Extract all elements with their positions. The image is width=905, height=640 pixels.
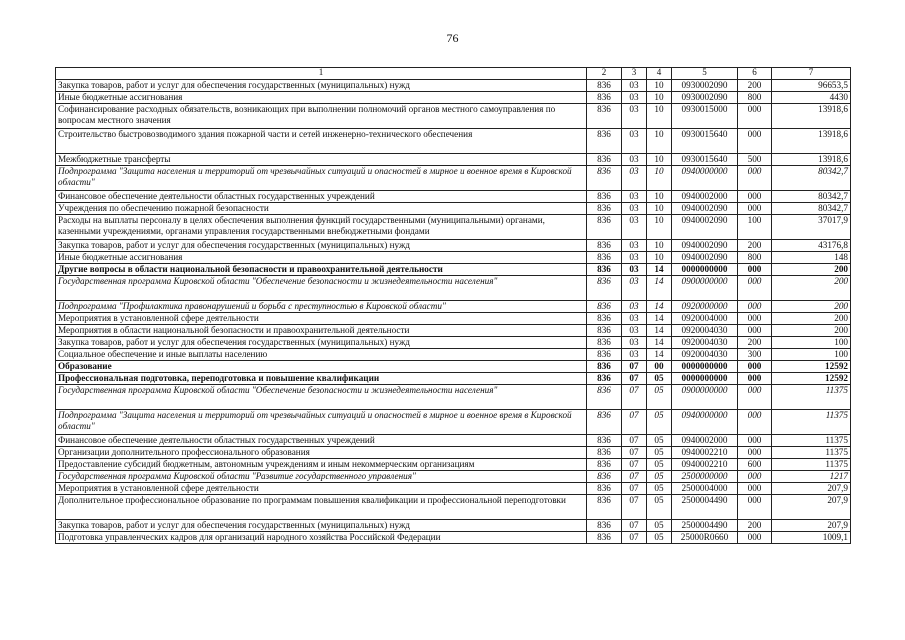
row-name-cell: Иные бюджетные ассигнования xyxy=(56,92,587,104)
table-row xyxy=(56,92,851,104)
expense-type-cell: 200 xyxy=(738,80,772,92)
expense-type-cell: 000 xyxy=(738,483,772,495)
expense-type-cell: 000 xyxy=(738,264,772,276)
ministry-code-cell: 836 xyxy=(587,264,622,276)
amount-cell: 207,9 xyxy=(772,483,851,495)
expense-type-cell: 000 xyxy=(738,325,772,337)
row-name-cell: Мероприятия в установленной сфере деятельности xyxy=(56,313,587,325)
subsection-code-cell: 05 xyxy=(647,520,672,532)
expense-type-cell: 200 xyxy=(738,337,772,349)
column-header: 2 xyxy=(587,68,622,80)
row-name-cell: Закупка товаров, работ и услуг для обеспечения государственных (муниципальных) нужд xyxy=(56,240,587,252)
table-header xyxy=(56,68,851,80)
row-name-cell: Финансовое обеспечение деятельности областных государственных учреждений xyxy=(56,435,587,447)
ministry-code-cell: 836 xyxy=(587,104,622,129)
row-name-cell: Подпрограмма "Защита населения и территорий от чрезвычайных ситуаций и опасностей в мирное и военное время в Кировской области" xyxy=(56,166,587,191)
target-article-cell: 0940002000 xyxy=(672,435,738,447)
section-code-cell: 03 xyxy=(622,154,647,166)
ministry-code-cell: 836 xyxy=(587,471,622,483)
table-row xyxy=(56,203,851,215)
subsection-code-cell: 05 xyxy=(647,495,672,520)
target-article-cell: 0940002090 xyxy=(672,240,738,252)
section-code-cell: 07 xyxy=(622,410,647,435)
expense-type-cell: 800 xyxy=(738,252,772,264)
table-row xyxy=(56,301,851,313)
section-code-cell: 03 xyxy=(622,203,647,215)
ministry-code-cell: 836 xyxy=(587,92,622,104)
subsection-code-cell: 14 xyxy=(647,301,672,313)
target-article-cell: 0940002090 xyxy=(672,203,738,215)
expense-type-cell: 000 xyxy=(738,166,772,191)
target-article-cell: 0900000000 xyxy=(672,385,738,410)
row-name-cell: Профессиональная подготовка, переподготовка и повышение квалификации xyxy=(56,373,587,385)
expense-type-cell: 100 xyxy=(738,215,772,240)
row-name-cell: Другие вопросы в области национальной безопасности и правоохранительной деятельности xyxy=(56,264,587,276)
amount-cell: 1217 xyxy=(772,471,851,483)
subsection-code-cell: 10 xyxy=(647,154,672,166)
target-article-cell: 0000000000 xyxy=(672,264,738,276)
row-name-cell: Подготовка управленческих кадров для организаций народного хозяйства Российской Федерации xyxy=(56,532,587,544)
section-code-cell: 03 xyxy=(622,276,647,301)
expense-type-cell: 000 xyxy=(738,191,772,203)
row-name-cell: Дополнительное профессиональное образование по программам повышения квалификации и профессиональной переподготовки xyxy=(56,495,587,520)
target-article-cell: 0940002210 xyxy=(672,459,738,471)
table-row xyxy=(56,80,851,92)
target-article-cell: 2500000000 xyxy=(672,471,738,483)
expense-type-cell: 300 xyxy=(738,349,772,361)
section-code-cell: 03 xyxy=(622,301,647,313)
ministry-code-cell: 836 xyxy=(587,337,622,349)
subsection-code-cell: 14 xyxy=(647,325,672,337)
ministry-code-cell: 836 xyxy=(587,373,622,385)
expense-type-cell: 000 xyxy=(738,532,772,544)
section-code-cell: 03 xyxy=(622,313,647,325)
target-article-cell: 0920004030 xyxy=(672,349,738,361)
expense-type-cell: 000 xyxy=(738,447,772,459)
amount-cell: 80342,7 xyxy=(772,166,851,191)
expense-type-cell: 000 xyxy=(738,361,772,373)
table-row xyxy=(56,154,851,166)
row-name-cell: Закупка товаров, работ и услуг для обеспечения государственных (муниципальных) нужд xyxy=(56,80,587,92)
subsection-code-cell: 10 xyxy=(647,80,672,92)
table-row xyxy=(56,264,851,276)
subsection-code-cell: 14 xyxy=(647,337,672,349)
amount-cell: 13918,6 xyxy=(772,129,851,154)
target-article-cell: 0920004030 xyxy=(672,325,738,337)
target-article-cell: 0900000000 xyxy=(672,276,738,301)
table-row xyxy=(56,240,851,252)
target-article-cell: 2500004000 xyxy=(672,483,738,495)
amount-cell: 200 xyxy=(772,325,851,337)
row-name-cell: Финансовое обеспечение деятельности областных государственных учреждений xyxy=(56,191,587,203)
row-name-cell: Государственная программа Кировской области "Обеспечение безопасности и жизнедеятельности населения" xyxy=(56,276,587,301)
expense-type-cell: 000 xyxy=(738,129,772,154)
subsection-code-cell: 05 xyxy=(647,471,672,483)
section-code-cell: 07 xyxy=(622,483,647,495)
row-name-cell: Организации дополнительного профессионального образования xyxy=(56,447,587,459)
row-name-cell: Иные бюджетные ассигнования xyxy=(56,252,587,264)
target-article-cell: 0940002090 xyxy=(672,215,738,240)
table-row xyxy=(56,325,851,337)
subsection-code-cell: 05 xyxy=(647,447,672,459)
ministry-code-cell: 836 xyxy=(587,154,622,166)
subsection-code-cell: 14 xyxy=(647,264,672,276)
column-header: 3 xyxy=(622,68,647,80)
expense-type-cell: 000 xyxy=(738,313,772,325)
ministry-code-cell: 836 xyxy=(587,385,622,410)
ministry-code-cell: 836 xyxy=(587,483,622,495)
table-row xyxy=(56,532,851,544)
ministry-code-cell: 836 xyxy=(587,215,622,240)
section-code-cell: 03 xyxy=(622,349,647,361)
amount-cell: 96653,5 xyxy=(772,80,851,92)
ministry-code-cell: 836 xyxy=(587,459,622,471)
row-name-cell: Подпрограмма "Защита населения и территорий от чрезвычайных ситуаций и опасностей в мирное и военное время в Кировской области" xyxy=(56,410,587,435)
ministry-code-cell: 836 xyxy=(587,191,622,203)
target-article-cell: 0940000000 xyxy=(672,166,738,191)
subsection-code-cell: 10 xyxy=(647,92,672,104)
section-code-cell: 03 xyxy=(622,264,647,276)
column-header: 4 xyxy=(647,68,672,80)
ministry-code-cell: 836 xyxy=(587,520,622,532)
row-name-cell: Закупка товаров, работ и услуг для обеспечения государственных (муниципальных) нужд xyxy=(56,520,587,532)
amount-cell: 37017,9 xyxy=(772,215,851,240)
amount-cell: 12592 xyxy=(772,373,851,385)
row-name-cell: Строительство быстровозводимого здания пожарной части и сетей инженерно-технического обеспечения xyxy=(56,129,587,154)
subsection-code-cell: 14 xyxy=(647,276,672,301)
target-article-cell: 25000R0660 xyxy=(672,532,738,544)
expense-type-cell: 200 xyxy=(738,520,772,532)
subsection-code-cell: 14 xyxy=(647,349,672,361)
section-code-cell: 03 xyxy=(622,215,647,240)
section-code-cell: 03 xyxy=(622,104,647,129)
target-article-cell: 0920004030 xyxy=(672,337,738,349)
target-article-cell: 0000000000 xyxy=(672,373,738,385)
table-row xyxy=(56,191,851,203)
target-article-cell: 0940002210 xyxy=(672,447,738,459)
ministry-code-cell: 836 xyxy=(587,325,622,337)
expense-type-cell: 000 xyxy=(738,435,772,447)
table-row xyxy=(56,252,851,264)
ministry-code-cell: 836 xyxy=(587,203,622,215)
target-article-cell: 2500004490 xyxy=(672,495,738,520)
amount-cell: 200 xyxy=(772,301,851,313)
table-row xyxy=(56,313,851,325)
ministry-code-cell: 836 xyxy=(587,301,622,313)
row-name-cell: Межбюджетные трансферты xyxy=(56,154,587,166)
section-code-cell: 07 xyxy=(622,435,647,447)
table-row xyxy=(56,215,851,240)
expense-type-cell: 000 xyxy=(738,385,772,410)
section-code-cell: 03 xyxy=(622,240,647,252)
row-name-cell: Образование xyxy=(56,361,587,373)
subsection-code-cell: 05 xyxy=(647,410,672,435)
subsection-code-cell: 10 xyxy=(647,203,672,215)
target-article-cell: 0930002090 xyxy=(672,92,738,104)
amount-cell: 207,9 xyxy=(772,495,851,520)
table-body xyxy=(56,80,851,544)
amount-cell: 200 xyxy=(772,313,851,325)
expense-type-cell: 000 xyxy=(738,410,772,435)
table-row xyxy=(56,276,851,301)
ministry-code-cell: 836 xyxy=(587,80,622,92)
ministry-code-cell: 836 xyxy=(587,349,622,361)
amount-cell: 11375 xyxy=(772,435,851,447)
target-article-cell: 0920000000 xyxy=(672,301,738,313)
target-article-cell: 0940000000 xyxy=(672,410,738,435)
expense-type-cell: 600 xyxy=(738,459,772,471)
ministry-code-cell: 836 xyxy=(587,129,622,154)
amount-cell: 11375 xyxy=(772,385,851,410)
expense-type-cell: 200 xyxy=(738,240,772,252)
row-name-cell: Закупка товаров, работ и услуг для обеспечения государственных (муниципальных) нужд xyxy=(56,337,587,349)
section-code-cell: 03 xyxy=(622,92,647,104)
section-code-cell: 03 xyxy=(622,166,647,191)
expense-type-cell: 000 xyxy=(738,203,772,215)
ministry-code-cell: 836 xyxy=(587,495,622,520)
ministry-code-cell: 836 xyxy=(587,532,622,544)
section-code-cell: 07 xyxy=(622,459,647,471)
column-number-row xyxy=(56,68,851,80)
table-row xyxy=(56,129,851,154)
subsection-code-cell: 14 xyxy=(647,313,672,325)
row-name-cell: Предоставление субсидий бюджетным, автономным учреждениям и иным некоммерческим организациям xyxy=(56,459,587,471)
ministry-code-cell: 836 xyxy=(587,361,622,373)
target-article-cell: 0000000000 xyxy=(672,361,738,373)
section-code-cell: 07 xyxy=(622,447,647,459)
section-code-cell: 07 xyxy=(622,471,647,483)
subsection-code-cell: 05 xyxy=(647,435,672,447)
section-code-cell: 07 xyxy=(622,495,647,520)
row-name-cell: Софинансирование расходных обязательств, возникающих при выполнении полномочий органов местного самоуправления по вопросам местного значения xyxy=(56,104,587,129)
subsection-code-cell: 10 xyxy=(647,104,672,129)
subsection-code-cell: 05 xyxy=(647,373,672,385)
amount-cell: 207,9 xyxy=(772,520,851,532)
table-row xyxy=(56,410,851,435)
subsection-code-cell: 05 xyxy=(647,385,672,410)
subsection-code-cell: 10 xyxy=(647,252,672,264)
amount-cell: 4430 xyxy=(772,92,851,104)
section-code-cell: 03 xyxy=(622,191,647,203)
section-code-cell: 03 xyxy=(622,325,647,337)
expense-type-cell: 800 xyxy=(738,92,772,104)
target-article-cell: 0940002000 xyxy=(672,191,738,203)
expense-type-cell: 000 xyxy=(738,471,772,483)
ministry-code-cell: 836 xyxy=(587,410,622,435)
subsection-code-cell: 05 xyxy=(647,483,672,495)
section-code-cell: 07 xyxy=(622,532,647,544)
target-article-cell: 2500004490 xyxy=(672,520,738,532)
table-row xyxy=(56,447,851,459)
subsection-code-cell: 10 xyxy=(647,215,672,240)
expense-type-cell: 000 xyxy=(738,104,772,129)
row-name-cell: Государственная программа Кировской области "Развитие государственного управления" xyxy=(56,471,587,483)
table-row xyxy=(56,520,851,532)
ministry-code-cell: 836 xyxy=(587,447,622,459)
column-header: 1 xyxy=(56,68,587,80)
column-header: 5 xyxy=(672,68,738,80)
amount-cell: 13918,6 xyxy=(772,104,851,129)
amount-cell: 200 xyxy=(772,264,851,276)
table-row xyxy=(56,104,851,129)
table-row xyxy=(56,373,851,385)
table-row xyxy=(56,337,851,349)
row-name-cell: Мероприятия в установленной сфере деятельности xyxy=(56,483,587,495)
subsection-code-cell: 00 xyxy=(647,361,672,373)
ministry-code-cell: 836 xyxy=(587,313,622,325)
row-name-cell: Мероприятия в области национальной безопасности и правоохранительной деятельности xyxy=(56,325,587,337)
expense-type-cell: 000 xyxy=(738,301,772,313)
column-header: 7 xyxy=(772,68,851,80)
amount-cell: 100 xyxy=(772,337,851,349)
row-name-cell: Расходы на выплаты персоналу в целях обеспечения выполнения функций государственными (муниципальными) органами, казенными учреждениями, органами управления государственными внебюджетными фондами xyxy=(56,215,587,240)
section-code-cell: 03 xyxy=(622,129,647,154)
amount-cell: 200 xyxy=(772,276,851,301)
section-code-cell: 07 xyxy=(622,385,647,410)
expense-type-cell: 000 xyxy=(738,276,772,301)
subsection-code-cell: 10 xyxy=(647,240,672,252)
ministry-code-cell: 836 xyxy=(587,252,622,264)
subsection-code-cell: 10 xyxy=(647,191,672,203)
ministry-code-cell: 836 xyxy=(587,240,622,252)
amount-cell: 148 xyxy=(772,252,851,264)
table-row xyxy=(56,483,851,495)
section-code-cell: 03 xyxy=(622,252,647,264)
subsection-code-cell: 05 xyxy=(647,532,672,544)
table-row xyxy=(56,385,851,410)
subsection-code-cell: 05 xyxy=(647,459,672,471)
amount-cell: 12592 xyxy=(772,361,851,373)
target-article-cell: 0930002090 xyxy=(672,80,738,92)
section-code-cell: 07 xyxy=(622,373,647,385)
table-row xyxy=(56,435,851,447)
expense-type-cell: 000 xyxy=(738,373,772,385)
subsection-code-cell: 10 xyxy=(647,129,672,154)
table-row xyxy=(56,349,851,361)
amount-cell: 80342,7 xyxy=(772,191,851,203)
table-row xyxy=(56,471,851,483)
amount-cell: 43176,8 xyxy=(772,240,851,252)
ministry-code-cell: 836 xyxy=(587,276,622,301)
section-code-cell: 03 xyxy=(622,337,647,349)
table-row xyxy=(56,361,851,373)
amount-cell: 13918,6 xyxy=(772,154,851,166)
target-article-cell: 0930015640 xyxy=(672,129,738,154)
amount-cell: 100 xyxy=(772,349,851,361)
amount-cell: 11375 xyxy=(772,447,851,459)
section-code-cell: 07 xyxy=(622,520,647,532)
page-number: 76 xyxy=(446,31,459,45)
table-row xyxy=(56,459,851,471)
target-article-cell: 0920004000 xyxy=(672,313,738,325)
section-code-cell: 03 xyxy=(622,80,647,92)
table-row xyxy=(56,166,851,191)
table-row xyxy=(56,495,851,520)
target-article-cell: 0940002090 xyxy=(672,252,738,264)
section-code-cell: 07 xyxy=(622,361,647,373)
ministry-code-cell: 836 xyxy=(587,166,622,191)
target-article-cell: 0930015000 xyxy=(672,104,738,129)
expense-type-cell: 000 xyxy=(738,495,772,520)
amount-cell: 1009,1 xyxy=(772,532,851,544)
column-header: 6 xyxy=(738,68,772,80)
target-article-cell: 0930015640 xyxy=(672,154,738,166)
row-name-cell: Социальное обеспечение и иные выплаты населению xyxy=(56,349,587,361)
row-name-cell: Подпрограмма "Профилактика правонарушений и борьба с преступностью в Кировской области" xyxy=(56,301,587,313)
expense-type-cell: 500 xyxy=(738,154,772,166)
budget-table xyxy=(55,67,851,544)
row-name-cell: Государственная программа Кировской области "Обеспечение безопасности и жизнедеятельности населения" xyxy=(56,385,587,410)
amount-cell: 11375 xyxy=(772,410,851,435)
subsection-code-cell: 10 xyxy=(647,166,672,191)
row-name-cell: Учреждения по обеспечению пожарной безопасности xyxy=(56,203,587,215)
ministry-code-cell: 836 xyxy=(587,435,622,447)
amount-cell: 11375 xyxy=(772,459,851,471)
amount-cell: 80342,7 xyxy=(772,203,851,215)
